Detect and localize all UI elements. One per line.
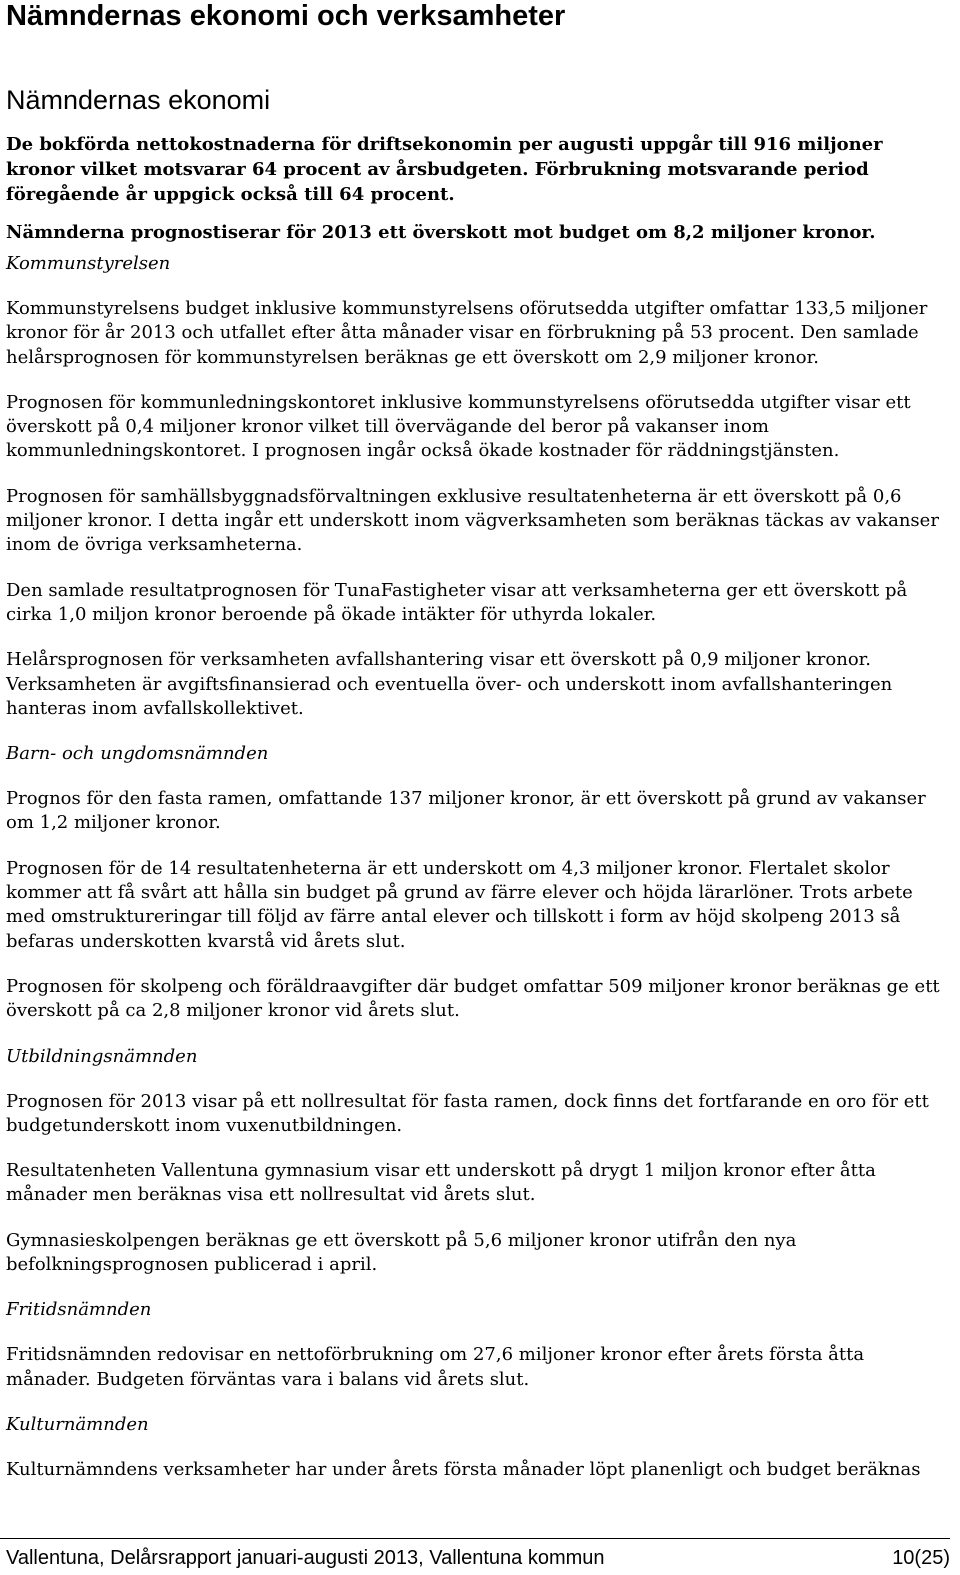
heading-kulturnamnden: Kulturnämnden <box>6 1413 149 1435</box>
footer-document-info: Vallentuna, Delårsrapport januari-augusti 2013, Vallentuna kommun <box>6 1547 605 1569</box>
heading-barn-och-ungdomsnamnden: Barn- och ungdomsnämnden <box>6 743 269 765</box>
paragraph: Resultatenheten Vallentuna gymnasium visar ett underskott på drygt 1 miljon kronor efter åtta månader men beräknas visa ett nollresultat vid årets slut. <box>6 1160 876 1206</box>
heading-utbildningsnamnden: Utbildningsnämnden <box>6 1045 198 1067</box>
paragraph: Prognos för den fasta ramen, omfattande 137 miljoner kronor, är ett överskott på grund av vakanser om 1,2 miljoner kronor. <box>6 788 926 834</box>
page-content <box>6 0 944 1482</box>
paragraph: Den samlade resultatprognosen för TunaFastigheter visar att verksamheterna ger ett överskott på cirka 1,0 miljon kronor beroende på ökade intäkter för uthyrda lokaler. <box>6 579 908 625</box>
paragraph: Prognosen för 2013 visar på ett nollresultat för fasta ramen, dock finns det fortfarande en oro för ett budgetunderskott inom vuxenutbildningen. <box>6 1090 929 1136</box>
paragraph: Prognosen för de 14 resultatenheterna är ett underskott om 4,3 miljoner kronor. Flertalet skolor kommer att få svårt att hålla sin budget på grund av färre elever och höjda lärarlöner. Trots arbete med omstruktureringar till följd av färre antal elever och tillskott i form av höjd skolpeng 2013 så befaras underskotten kvarstå vid årets slut. <box>6 857 913 952</box>
paragraph: Fritidsnämnden redovisar en nettoförbrukning om 27,6 miljoner kronor efter årets första åtta månader. Budgeten förväntas vara i balans vid årets slut. <box>6 1344 865 1390</box>
paragraph: Kulturnämndens verksamheter har under årets första månader löpt planenligt och budget beräknas <box>6 1458 921 1480</box>
lead-paragraph: De bokförda nettokostnaderna för driftsekonomin per augusti uppgår till 916 miljoner kronor vilket motsvarar 64 procent av årsbudgeten. Förbrukning motsvarande period föregående år uppgick också till 64 procent. <box>6 134 883 205</box>
paragraph: Helårsprognosen för verksamheten avfallshantering visar ett överskott på 0,9 miljoner kronor. Verksamheten är avgiftsfinansierad och eventuella över- och underskott inom avfallshanteringen hanteras inom avfallskollektivet. <box>6 649 893 719</box>
section-title: Nämndernas ekonomi <box>6 85 271 115</box>
page-footer <box>0 1538 950 1575</box>
paragraph: Prognosen för kommunledningskontoret inklusive kommunstyrelsens oförutsedda utgifter visar ett överskott på 0,4 miljoner kronor vilket till övervägande del beror på vakanser inom kommunledningskontoret. I prognosen ingår också ökade kostnader för räddningstjänsten. <box>6 391 911 462</box>
paragraph: Gymnasieskolpengen beräknas ge ett överskott på 5,6 miljoner kronor utifrån den nya befolkningsprognosen publicerad i april. <box>6 1229 797 1276</box>
lead-paragraph: Nämnderna prognostiserar för 2013 ett överskott mot budget om 8,2 miljoner kronor. <box>6 222 876 243</box>
heading-fritidsnamnden: Fritidsnämnden <box>6 1299 152 1321</box>
paragraph: Prognosen för skolpeng och föräldraavgifter där budget omfattar 509 miljoner kronor beräknas ge ett överskott på ca 2,8 miljoner kronor vid årets slut. <box>6 975 940 1022</box>
paragraph: Prognosen för samhällsbyggnadsförvaltningen exklusive resultatenheterna är ett överskott på 0,6 miljoner kronor. I detta ingår ett underskott inom vägverksamheten som beräknas täckas av vakanser inom de övriga verksamheterna. <box>6 485 939 556</box>
page-title: Nämndernas ekonomi och verksamheter <box>6 0 566 32</box>
heading-kommunstyrelsen: Kommunstyrelsen <box>6 253 171 274</box>
footer-page-number: 10(25) <box>892 1547 950 1569</box>
paragraph: Kommunstyrelsens budget inklusive kommunstyrelsens oförutsedda utgifter omfattar 133,5 miljoner kronor för år 2013 och utfallet efter åtta månader visar en förbrukning på 53 procent. Den samlade helårsprognosen för kommunstyrelsen beräknas ge ett överskott om 2,9 miljoner kronor. <box>6 298 928 368</box>
